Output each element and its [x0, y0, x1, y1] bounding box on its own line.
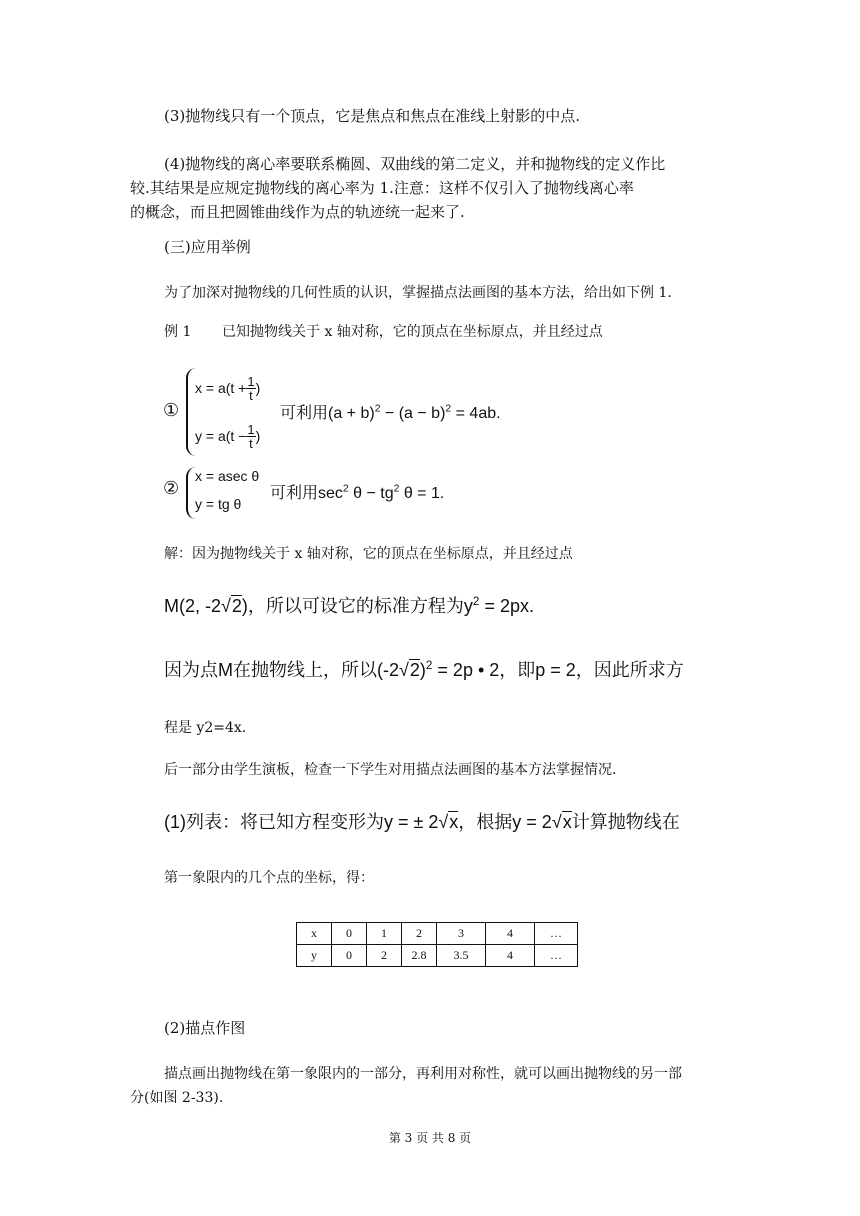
table-cell: 4: [486, 945, 535, 967]
calc-line-tail: = 2p • 2，即p = 2，因此所求方: [432, 660, 684, 680]
table-cell: 3.5: [437, 945, 486, 967]
list-line-tail: 计算抛物线在: [571, 812, 680, 832]
table-cell: 4: [486, 923, 535, 945]
board-note: 后一部分由学生演板，检查一下学生对用描点法画图的基本方法掌握情况.: [164, 762, 617, 778]
table-row-label: x: [297, 923, 332, 945]
hint-2-part-b: θ − tg: [348, 485, 394, 502]
hint-1-part-b: − (a − b): [380, 405, 446, 422]
plot-heading: (2)描点作图: [164, 1019, 246, 1037]
table-cell: …: [535, 923, 578, 945]
exponent: 2: [445, 403, 452, 415]
paragraph-3: (3)抛物线只有一个顶点，它是焦点和焦点在准线上射影的中点.: [164, 107, 581, 125]
formula-1-x-suffix: ): [255, 380, 261, 396]
fraction-denominator: t: [249, 435, 253, 451]
formula-1-hint: [280, 400, 501, 423]
formula-1-y-suffix: ): [255, 428, 261, 444]
calc-line-middle: ): [419, 660, 426, 680]
sqrt-radicand: x: [449, 812, 459, 832]
intro-paragraph: 为了加深对抛物线的几何性质的认识，掌握描点法画图的基本方法，给出如下例 1.: [164, 285, 672, 301]
point-equation-line: M(2, -2√2)，所以可设它的标准方程为$y^2 = 2px$.: [164, 595, 534, 616]
table-cell: 0: [332, 945, 367, 967]
point-line-prefix: M(2, -2: [164, 596, 222, 616]
example-label: 例 1: [164, 324, 192, 340]
exponent: 2: [342, 483, 349, 495]
solution-line-1: 解：因为抛物线关于 x 轴对称，它的顶点在坐标原点，并且经过点: [164, 546, 573, 562]
table-cell: …: [535, 945, 578, 967]
table-cell: 2: [402, 923, 437, 945]
table-row-label: y: [297, 945, 332, 967]
list-step-line: (1)列表：将已知方程变形为y = ± 2√x，根据y = 2√x计算抛物线在: [164, 812, 680, 832]
sqrt-radicand: 2: [231, 596, 242, 616]
table-cell: 3: [437, 923, 486, 945]
plot-paragraph-line-1: 描点画出抛物线在第一象限内的一部分，再利用对称性，就可以画出抛物线的另一部: [164, 1066, 682, 1082]
table-cell: 2: [367, 945, 402, 967]
formula-1-x-equation: [195, 368, 260, 408]
calc-line-prefix: 因为点M在抛物线上，所以(-2: [164, 660, 399, 680]
fraction-numerator: 1: [247, 421, 255, 437]
table-cell: 1: [367, 923, 402, 945]
fraction-numerator: 1: [247, 373, 255, 389]
exponent: 2: [374, 403, 381, 415]
formula-2-x-equation: x = asec θ: [195, 468, 260, 484]
table-row: [297, 945, 578, 967]
paragraph-4-line-2: 较.其结果是应规定抛物线的离心率为 1.注意：这样不仅引入了抛物线离心率: [130, 179, 634, 197]
sqrt-radicand: x: [562, 812, 572, 832]
quadrant-note: 第一象限内的几个点的坐标，得：: [164, 870, 374, 886]
table-cell: 2.8: [402, 945, 437, 967]
exponent: 2: [425, 659, 433, 672]
hint-1-part-c: = 4ab.: [451, 405, 501, 422]
point-line-tail: = 2px.: [479, 596, 534, 616]
coordinate-table: [296, 922, 578, 967]
formula-1-y-equation: [195, 416, 260, 456]
formula-1-x-fraction: [246, 375, 255, 402]
point-line-middle: )，所以可设它的标准方程为y: [241, 596, 473, 616]
paragraph-4-line-3: 的概念，而且把圆锥曲线作为点的轨迹统一起来了.: [130, 203, 465, 221]
table-cell: 0: [332, 923, 367, 945]
page-footer: 第 3 页 共 8 页: [388, 1131, 472, 1145]
sqrt-radicand: 2: [409, 660, 420, 680]
fraction-denominator: t: [249, 387, 253, 403]
calculation-line: 因为点M在抛物线上，所以$(-2√2)^2 = 2p$ • 2，即p = 2，因此所求方: [164, 659, 684, 680]
exponent: 2: [472, 595, 480, 608]
hint-2-part-c: θ = 1.: [399, 485, 445, 502]
hint-1-part-a: 可利用(a + b): [280, 405, 375, 422]
formula-2-y-equation: y = tg θ: [195, 496, 242, 512]
section-heading: (三)应用举例: [164, 238, 251, 256]
table-row: [297, 923, 578, 945]
formula-2-marker: ②: [163, 478, 180, 499]
list-line-prefix: (1)列表：将已知方程变形为y = ± 2: [164, 812, 439, 832]
plot-paragraph-line-2: 分(如图 2-33).: [130, 1090, 224, 1106]
formula-1-marker: ①: [163, 400, 180, 421]
list-line-middle: ，根据y = 2: [458, 812, 552, 832]
exponent: 2: [393, 483, 400, 495]
formula-1-y-prefix: y = a(t −: [195, 428, 247, 444]
conclusion-line: 程是 y2=4x.: [164, 720, 247, 736]
formula-1-x-prefix: x = a(t +: [195, 380, 247, 396]
formula-2-hint: [270, 480, 444, 503]
formula-1-y-fraction: [246, 423, 255, 450]
example-text: 已知抛物线关于 x 轴对称，它的顶点在坐标原点，并且经过点: [222, 324, 603, 340]
hint-2-part-a: 可利用sec: [270, 485, 343, 502]
paragraph-4-line-1: (4)抛物线的离心率要联系椭圆、双曲线的第二定义，并和抛物线的定义作比: [164, 155, 666, 173]
